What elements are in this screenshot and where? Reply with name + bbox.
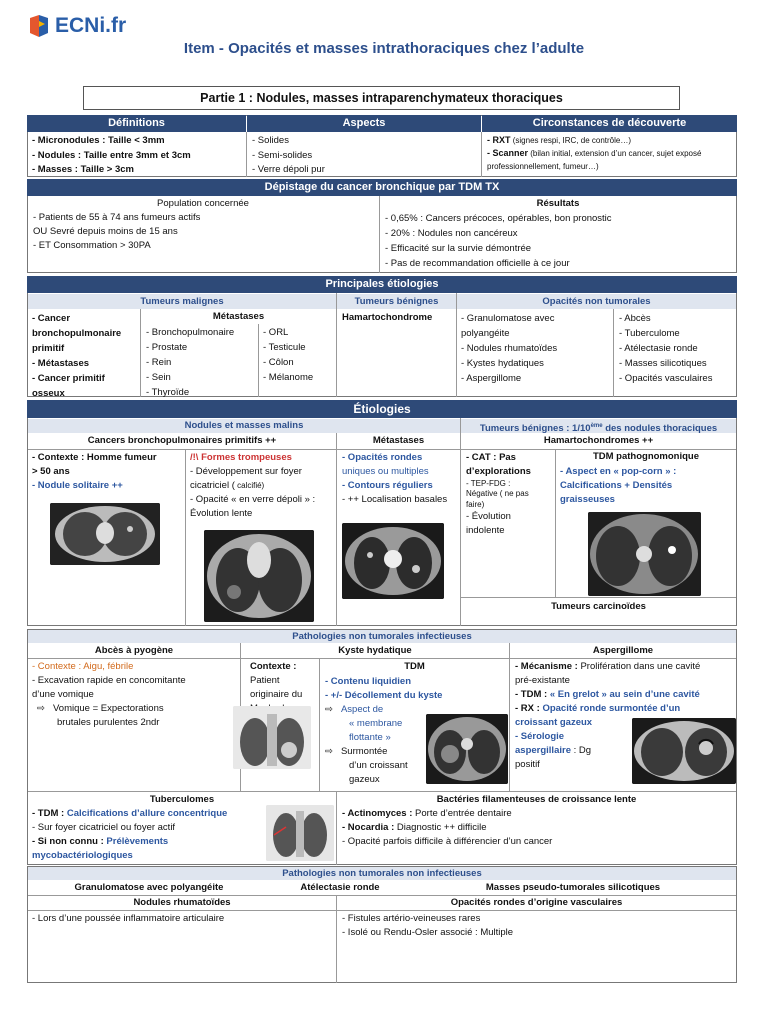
population-list: - Patients de 55 à 74 ans fumeurs actifs OU Sevré depuis moins de 15 ans - ET Consommation > 30PA [33, 212, 201, 251]
ecni-logo-icon [28, 15, 50, 37]
part-title: Partie 1 : Nodules, masses intraparenchymateux thoraciques [83, 86, 680, 110]
kyste-context: Contexte : Patient originaire du [250, 661, 303, 700]
infectieuses-title: Pathologies non tumorales infectieuses [28, 630, 736, 643]
carcinoides-label: Tumeurs carcinoïdes [551, 601, 646, 612]
metastases-list-1: - Bronchopulmonaire - Prostate - Rein - Sein - Thyroïde [146, 327, 235, 398]
abces-header: Abcès à pyogène [94, 645, 174, 656]
brand-name: ECNi.fr [55, 14, 127, 37]
bacteries-text: - Actinomyces : Porte d’entrée dentaire - Nocardia : Diagnostic ++ difficile - Opacité parfois difficile à différencier d’un cancer [342, 808, 553, 847]
cbp-header: Cancers bronchopulmonaires primitifs ++ [87, 435, 277, 446]
depistage-title: Dépistage du cancer bronchique par TDM TX [27, 179, 737, 196]
arrow-right-icon: ⇨ [325, 704, 333, 715]
rhumatoides-text: - Lors d’une poussée inflammatoire articulaire [32, 913, 225, 924]
formes-trompeuses: /!\ Formes trompeuses - Développement sur foyer cicatriciel ( calcifié) - Opacité « en verre dépoli » : Évolution lente [190, 452, 316, 519]
atelectasie-header: Atélectasie ronde [300, 882, 380, 893]
nontumorales-list-1: - Granulomatose avec polyangéite - Nodules rhumatoïdes - Kystes hydatiques - Aspergillome [461, 313, 558, 384]
aspergillome-header: Aspergillome [592, 645, 654, 656]
metastases-list-2: - ORL - Testicule - Côlon - Mélanome [263, 327, 314, 383]
kyste-header: Kyste hydatique [338, 645, 412, 656]
definitions-header: Définitions [27, 115, 246, 132]
page-title: Item - Opacités et masses intrathoraciques chez l’adulte [183, 40, 585, 57]
malignes-list: - Cancer bronchopulmonaire primitif - Métastases - Cancer primitif osseux [32, 313, 122, 399]
metastases-features: - Opacités rondes uniques ou multiples - Contours réguliers - ++ Localisation basales [342, 452, 448, 505]
popcorn-description: - Aspect en « pop-corn » : Calcifications + Densités graisseuses [560, 466, 677, 505]
ct-scan-image-metastases [342, 523, 444, 599]
xray-image-kyste [233, 706, 311, 769]
vasculaires-header: Opacités rondes d’origine vasculaires [450, 897, 623, 908]
resultats-header: Résultats [536, 198, 580, 209]
metastases-header: Métastases [372, 435, 425, 446]
circonstances-list: - RXT (signes respi, IRC, de contrôle…) - Scanner (bilan initial, extension d’un cancer, sujet exposé professionnellement, fumeur…) [487, 135, 702, 171]
gpa-header: Granulomatose avec polyangéite [74, 882, 224, 893]
hamartochondromes-header: Hamartochondromes ++ [543, 435, 654, 446]
xray-image-tuberculome [266, 805, 334, 861]
kyste-tdm-list: - Contenu liquidien - +/- Décollement du kyste [325, 676, 443, 701]
ct-scan-image-ground-glass [204, 530, 314, 622]
ct-scan-image-kyste [426, 714, 508, 784]
circonstances-header: Circonstances de découverte [482, 115, 737, 132]
noninfectieuses-title: Pathologies non tumorales non infectieuses [28, 867, 736, 880]
abces-text: - Contexte : Aigu, fébrile - Excavation rapide en concomitante d’une vomique ⇨ Vomique = Expectorations brutales purulentes 2ndr [32, 661, 186, 728]
silicotiques-header: Masses pseudo-tumorales silicotiques [485, 882, 661, 893]
tuberculomes-text: - TDM : Calcifications d’allure concentrique - Sur foyer cicatriciel ou foyer actif - Si non connu : Prélèvements mycobactériologiques [32, 808, 228, 861]
metastases-subheader: Métastases [212, 311, 265, 322]
rhumatoides-header: Nodules rhumatoïdes [133, 897, 231, 908]
logo [28, 11, 126, 41]
vasculaires-text: - Fistules artério-veineuses rares - Isolé ou Rendu-Osler associé : Multiple [342, 913, 514, 938]
definitions-list: - Micronodules : Taille < 3mm - Nodules : Taille entre 3mm et 3cm - Masses : Taille > 3cm [32, 135, 191, 175]
ct-scan-image-hamartochondrome [588, 512, 701, 596]
malignes-header: Tumeurs malignes [28, 294, 336, 309]
arrow-right-icon: ⇨ [37, 703, 45, 714]
bacteries-header: Bactéries filamenteuses de croissance lente [436, 794, 637, 805]
tdm-pathognomonique-header: TDM pathognomonique [592, 451, 700, 462]
arrow-right-icon: ⇨ [325, 746, 333, 757]
benignes-header: Tumeurs bénignes [337, 294, 456, 309]
ct-scan-image-nodule [50, 503, 160, 565]
hamartochondrome-label: Hamartochondrome [342, 312, 433, 323]
ct-scan-image-aspergillome [632, 718, 736, 784]
benins-header: Tumeurs bénignes : 1/10ème des nodules thoraciques [461, 419, 736, 433]
principales-title: Principales étiologies [27, 276, 737, 293]
aspects-header: Aspects [247, 115, 481, 132]
aspergillome-text: - Mécanisme : Prolifération dans une cavité pré-existante - TDM : « En grelot » au sein d’une cavité - RX : Opacité ronde surmontée d’un croissant gazeux - Sérologie aspergillaire : Dg positif [515, 661, 701, 770]
kyste-tdm-details: ⇨ Aspect de « membrane flottante » ⇨ Surmontée d’un croissant gazeux [325, 704, 408, 785]
aspects-list: - Solides - Semi-solides - Verre dépoli pur [252, 135, 325, 175]
tuberculomes-header: Tuberculomes [149, 794, 215, 805]
kyste-tdm-header: TDM [404, 661, 425, 672]
nontumorales-header: Opacités non tumorales [457, 294, 736, 309]
etiologies-title: Étiologies [27, 400, 737, 418]
nontumorales-list-2: - Abcès - Tuberculome - Atélectasie ronde - Masses silicotiques - Opacités vasculaires [619, 313, 713, 384]
resultats-list: - 0,65% : Cancers précoces, opérables, bon pronostic - 20% : Nodules non cancéreux - Efficacité sur la survie démontrée - Pas de recommandation officielle à ce jour [385, 213, 612, 269]
malins-header: Nodules et masses malins [28, 419, 460, 433]
cbp-context: - Contexte : Homme fumeur > 50 ans - Nodule solitaire ++ [32, 452, 157, 491]
hamarto-cat: - CAT : Pas d’explorations - TEP-FDG : Négative ( ne pas faire) - Évolution indolente [466, 452, 531, 537]
population-header: Population concernée [157, 198, 249, 209]
